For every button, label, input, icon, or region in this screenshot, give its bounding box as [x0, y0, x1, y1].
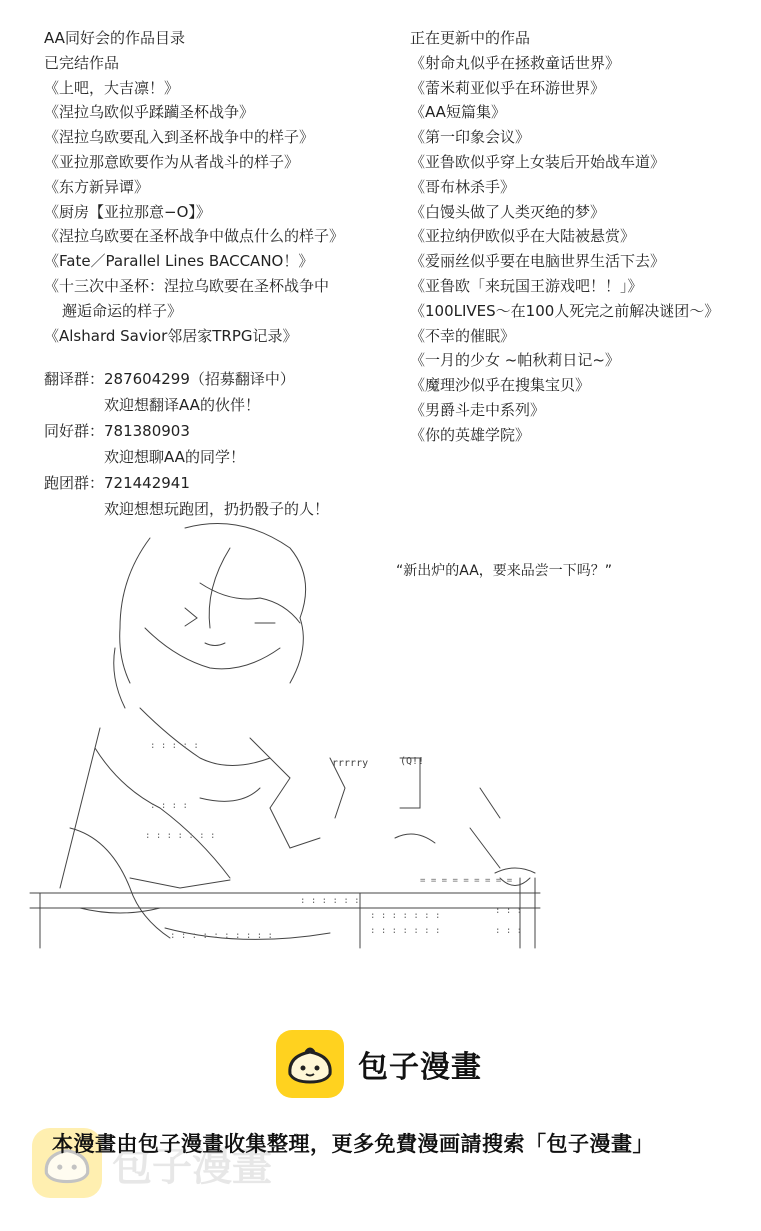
ongoing-work: 《一月的少女 ~帕秋莉日记~》 — [410, 351, 620, 370]
watermark-text: 包子漫畫 — [112, 1143, 272, 1190]
completed-works-column — [44, 26, 384, 348]
trpg-group-number: 721442941 — [104, 474, 190, 492]
completed-work: 《涅拉乌欧似乎蹂躏圣杯战争》 — [44, 103, 255, 122]
ongoing-work: 《亚鲁欧似乎穿上女装后开始战车道》 — [410, 152, 666, 171]
ongoing-works-column — [410, 26, 755, 448]
svg-text:: : :: : : : — [495, 926, 523, 936]
svg-text:: : : :: : : : : — [150, 801, 188, 811]
svg-text:: : : : : : : : : :: : : : : : : : : : : — [170, 931, 273, 941]
ongoing-work: 《哥布林杀手》 — [410, 177, 516, 196]
translation-group-note: 欢迎想翻译AA的伙伴！ — [104, 396, 260, 414]
svg-text:: : :: : : : — [495, 906, 523, 916]
ascii-art-illustration — [0, 508, 761, 958]
svg-text:: : : : : : :: : : : : : : : — [370, 926, 441, 936]
completed-work-continued: 邂逅命运的样子》 — [62, 301, 183, 320]
ongoing-work: 《爱丽丝似乎要在电脑世界生活下去》 — [410, 252, 666, 271]
trpg-group-note: 欢迎想想玩跑团，扔扔骰子的人！ — [104, 500, 330, 518]
fans-group-number: 781380903 — [104, 422, 190, 440]
ongoing-header: 正在更新中的作品 — [410, 29, 531, 47]
speech-bubble-text: “新出炉的AA，要来品尝一下吗？” — [396, 563, 613, 579]
svg-text:= = = = = = = = =: = = = = = = = = = — [420, 876, 513, 886]
fans-group-row — [44, 418, 384, 444]
fans-group-label: 同好群： — [44, 422, 105, 440]
footer-note: 本漫畫由包子漫畫收集整理，更多免費漫画請搜索「包子漫畫」 — [52, 1132, 654, 1156]
completed-header: 已完结作品 — [44, 53, 120, 72]
ongoing-work: 《蕾米莉亚似乎在环游世界》 — [410, 78, 606, 97]
svg-text:: : : : : : :: : : : : : : : — [370, 911, 441, 921]
svg-text:: : : : : : :: : : : : : : : — [145, 831, 216, 841]
ongoing-work: 《亚鲁欧「来玩国王游戏吧！！」》 — [410, 276, 643, 295]
completed-work: 《涅拉乌欧要乱入到圣杯战争中的样子》 — [44, 128, 315, 147]
completed-work: 《东方新异谭》 — [44, 177, 150, 196]
ongoing-work: 《亚拉纳伊欧似乎在大陆被悬赏》 — [410, 227, 636, 246]
completed-work: 《厨房【亚拉那意−O】》 — [44, 202, 211, 221]
trpg-group-row — [44, 470, 384, 496]
art-sign-text-2: (Q!! — [400, 756, 425, 767]
art-sign-text: rrrrry — [332, 758, 369, 769]
ongoing-work: 《魔理沙似乎在搜集宝贝》 — [410, 376, 591, 395]
translation-group-label: 翻译群： — [44, 370, 105, 388]
svg-text:: : : : : :: : : : : : : — [300, 896, 360, 906]
completed-work: 《涅拉乌欧要在圣杯战争中做点什么的样子》 — [44, 227, 345, 246]
translation-group-row — [44, 366, 384, 392]
ongoing-work: 《你的英雄学院》 — [410, 425, 531, 444]
catalog-title: AA同好会的作品目录 — [44, 29, 185, 47]
ongoing-work: 《AA短篇集》 — [410, 103, 506, 122]
ongoing-work: 《100LIVES～在100人死完之前解决谜团～》 — [410, 301, 720, 320]
translation-group-number: 287604299（招募翻译中） — [104, 370, 295, 388]
completed-work: 《亚拉那意欧要作为从者战斗的样子》 — [44, 152, 300, 171]
trpg-group-label: 跑团群： — [44, 474, 105, 492]
bun-logo-icon — [276, 1030, 344, 1098]
svg-text:: : : : :: : : : : : — [150, 741, 199, 751]
completed-work: 《Fate／Parallel Lines BACCANO！》 — [44, 252, 314, 271]
ongoing-work: 《射命丸似乎在拯救童话世界》 — [410, 53, 621, 72]
completed-work: 《上吧，大吉凛！》 — [44, 78, 180, 97]
completed-work: 《十三次中圣杯：涅拉乌欧要在圣杯战争中 — [44, 276, 330, 295]
group-info — [44, 366, 384, 522]
ongoing-work: 《第一印象会议》 — [410, 128, 531, 147]
fans-group-note: 欢迎想聊AA的同学！ — [104, 448, 245, 466]
ongoing-work: 《男爵斗走中系列》 — [410, 400, 546, 419]
ongoing-work: 《不幸的催眠》 — [410, 326, 516, 345]
logo-text: 包子漫畫 — [358, 1050, 482, 1085]
completed-work: 《Alshard Savior邻居家TRPG记录》 — [44, 326, 298, 345]
site-logo[interactable] — [276, 1030, 482, 1098]
ongoing-work: 《白馒头做了人类灭绝的梦》 — [410, 202, 606, 221]
